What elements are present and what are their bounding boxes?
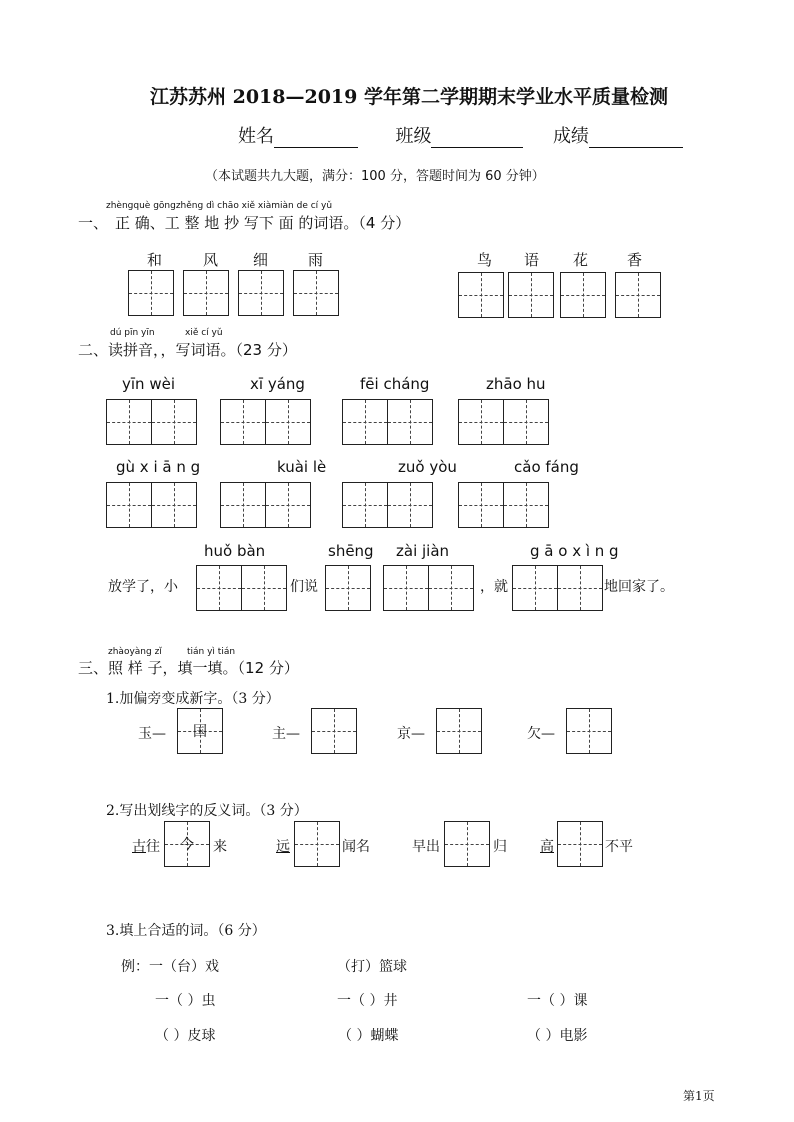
- s2-grid-7[interactable]: [342, 482, 433, 528]
- s3-pinyin-a: zhàoyàng zǐ: [108, 647, 162, 657]
- s2-py-6: kuài lè: [277, 458, 327, 476]
- s3-q1-box-1[interactable]: [177, 708, 223, 754]
- class-label: 班级: [395, 126, 432, 147]
- s3-q3-r1-2[interactable]: 一（ ）井: [337, 993, 398, 1009]
- s3-q2-a-under: 古: [132, 839, 146, 855]
- s3-q2-example: 今: [180, 837, 194, 853]
- s2-py-11: zài jiàn: [396, 542, 450, 560]
- s1-box-1[interactable]: [128, 270, 174, 316]
- s1-word-4: 雨: [308, 251, 324, 269]
- s2-py-2: xī yáng: [250, 375, 305, 393]
- s1-box-3[interactable]: [238, 270, 284, 316]
- s1-word-1: 和: [147, 251, 163, 269]
- s1-box-5[interactable]: [458, 272, 504, 318]
- s2-grid-10[interactable]: [325, 565, 371, 611]
- s3-q2-d-after: 不平: [605, 839, 633, 855]
- s2-title: 二、读拼音，，写词语。（23 分）: [78, 341, 297, 359]
- s2-grid-12[interactable]: [512, 565, 603, 611]
- s2-pinyin-a: dú pīn yīn: [110, 328, 155, 338]
- s2-grid-6[interactable]: [220, 482, 311, 528]
- s3-title: 三、照 样 子，填一填。（12 分）: [78, 659, 299, 677]
- s3-q2-a-after: 来: [213, 839, 227, 855]
- s2-sentence-2: 们说: [290, 579, 318, 595]
- s2-py-12: g ā o x ì n g: [530, 542, 619, 560]
- s1-number: 一、: [78, 214, 109, 232]
- s3-q1-item-2: 主—: [272, 726, 300, 742]
- s2-sentence-4: 地回家了。: [604, 579, 674, 595]
- s2-py-5: gù x i ā n g: [116, 458, 201, 476]
- s3-q3-r2-2[interactable]: （ ）蝴蝶: [338, 1028, 399, 1044]
- s2-grid-4[interactable]: [458, 399, 549, 445]
- s3-q3-r2-3[interactable]: （ ）电影: [527, 1028, 588, 1044]
- s2-grid-2[interactable]: [220, 399, 311, 445]
- s3-q3-example-b: （打）篮球: [337, 959, 407, 975]
- s1-word-3: 细: [253, 251, 269, 269]
- s1-pinyin: zhèngquè gōngzhěng dì chāo xiě xiàmiàn de cí yǔ: [106, 201, 333, 211]
- s2-py-7: zuǒ yòu: [398, 458, 457, 476]
- s3-q1-title: 1.加偏旁变成新字。（3 分）: [106, 691, 280, 707]
- name-label: 姓名: [238, 126, 274, 147]
- s2-grid-9[interactable]: [196, 565, 287, 611]
- s2-py-10: shēng: [328, 542, 374, 560]
- s3-q3-example-a: 例：一（台）戏: [121, 959, 219, 975]
- s2-grid-1[interactable]: [106, 399, 197, 445]
- s3-q1-item-3: 京—: [397, 726, 425, 742]
- s3-q2-c-after: 归: [493, 839, 507, 855]
- s3-q2-b-under: 远: [276, 839, 290, 855]
- class-field[interactable]: [431, 129, 523, 148]
- s3-q2-c-before: 早出: [412, 839, 440, 855]
- exam-title: 江苏苏州 2018—2019 学年第二学期期末学业水平质量检测: [150, 86, 668, 108]
- s3-q2-title: 2.写出划线字的反义词。（3 分）: [106, 803, 308, 819]
- s3-q1-example: 国: [193, 724, 207, 740]
- score-label: 成绩: [552, 126, 589, 147]
- s2-grid-11[interactable]: [383, 565, 474, 611]
- s3-q3-r1-1[interactable]: 一（ ）虫: [155, 993, 216, 1009]
- s3-q2-box-2[interactable]: [294, 821, 340, 867]
- s1-word-7: 花: [573, 251, 589, 269]
- s1-title: 正 确、工 整 地 抄 写下 面 的词语。（4 分）: [115, 214, 411, 232]
- s3-q2-b-after: 闻名: [342, 839, 370, 855]
- s2-py-4: zhāo hu: [486, 375, 546, 393]
- s1-box-4[interactable]: [293, 270, 339, 316]
- page-number: 第1页: [683, 1089, 715, 1103]
- s2-py-9: huǒ bàn: [204, 542, 266, 560]
- s1-word-5: 鸟: [477, 251, 493, 269]
- s2-sentence-3: ，就: [480, 579, 508, 595]
- s2-py-1: yīn wèi: [122, 375, 175, 393]
- s3-pinyin-b: tián yì tián: [187, 647, 236, 657]
- s1-box-7[interactable]: [560, 272, 606, 318]
- score-field[interactable]: [589, 129, 683, 148]
- s2-py-8: cǎo fáng: [514, 458, 579, 476]
- s1-word-6: 语: [524, 251, 540, 269]
- s3-q3-r1-3[interactable]: 一（ ）课: [527, 993, 588, 1009]
- s2-grid-8[interactable]: [458, 482, 549, 528]
- s2-grid-5[interactable]: [106, 482, 197, 528]
- student-info: [238, 122, 683, 148]
- s2-pinyin-b: xiě cí yǔ: [185, 328, 223, 338]
- s3-q1-item-4: 欠—: [527, 726, 555, 742]
- s1-word-2: 风: [203, 251, 219, 269]
- s3-q2-a: [132, 836, 160, 856]
- s3-q2-box-4[interactable]: [557, 821, 603, 867]
- s3-q2-box-3[interactable]: [444, 821, 490, 867]
- s3-q1-box-2[interactable]: [311, 708, 357, 754]
- name-field[interactable]: [274, 129, 358, 148]
- s1-box-2[interactable]: [183, 270, 229, 316]
- exam-note: （本试题共九大题，满分：100 分，答题时间为 60 分钟）: [205, 169, 545, 184]
- s3-q2-d-under: 高: [540, 839, 554, 855]
- s3-q3-r2-1[interactable]: （ ）皮球: [155, 1028, 216, 1044]
- s1-word-8: 香: [627, 251, 643, 269]
- s3-q1-box-3[interactable]: [436, 708, 482, 754]
- s1-box-8[interactable]: [615, 272, 661, 318]
- s3-q1-box-4[interactable]: [566, 708, 612, 754]
- s3-q2-a-rest: 往: [146, 839, 160, 855]
- s2-py-3: fēi cháng: [360, 375, 430, 393]
- s3-q2-box-1[interactable]: [164, 821, 210, 867]
- s2-sentence-1: 放学了，小: [108, 579, 178, 595]
- s3-q3-title: 3.填上合适的词。（6 分）: [106, 923, 266, 939]
- s1-box-6[interactable]: [508, 272, 554, 318]
- s3-q1-item-1: 玉—: [138, 726, 166, 742]
- s2-grid-3[interactable]: [342, 399, 433, 445]
